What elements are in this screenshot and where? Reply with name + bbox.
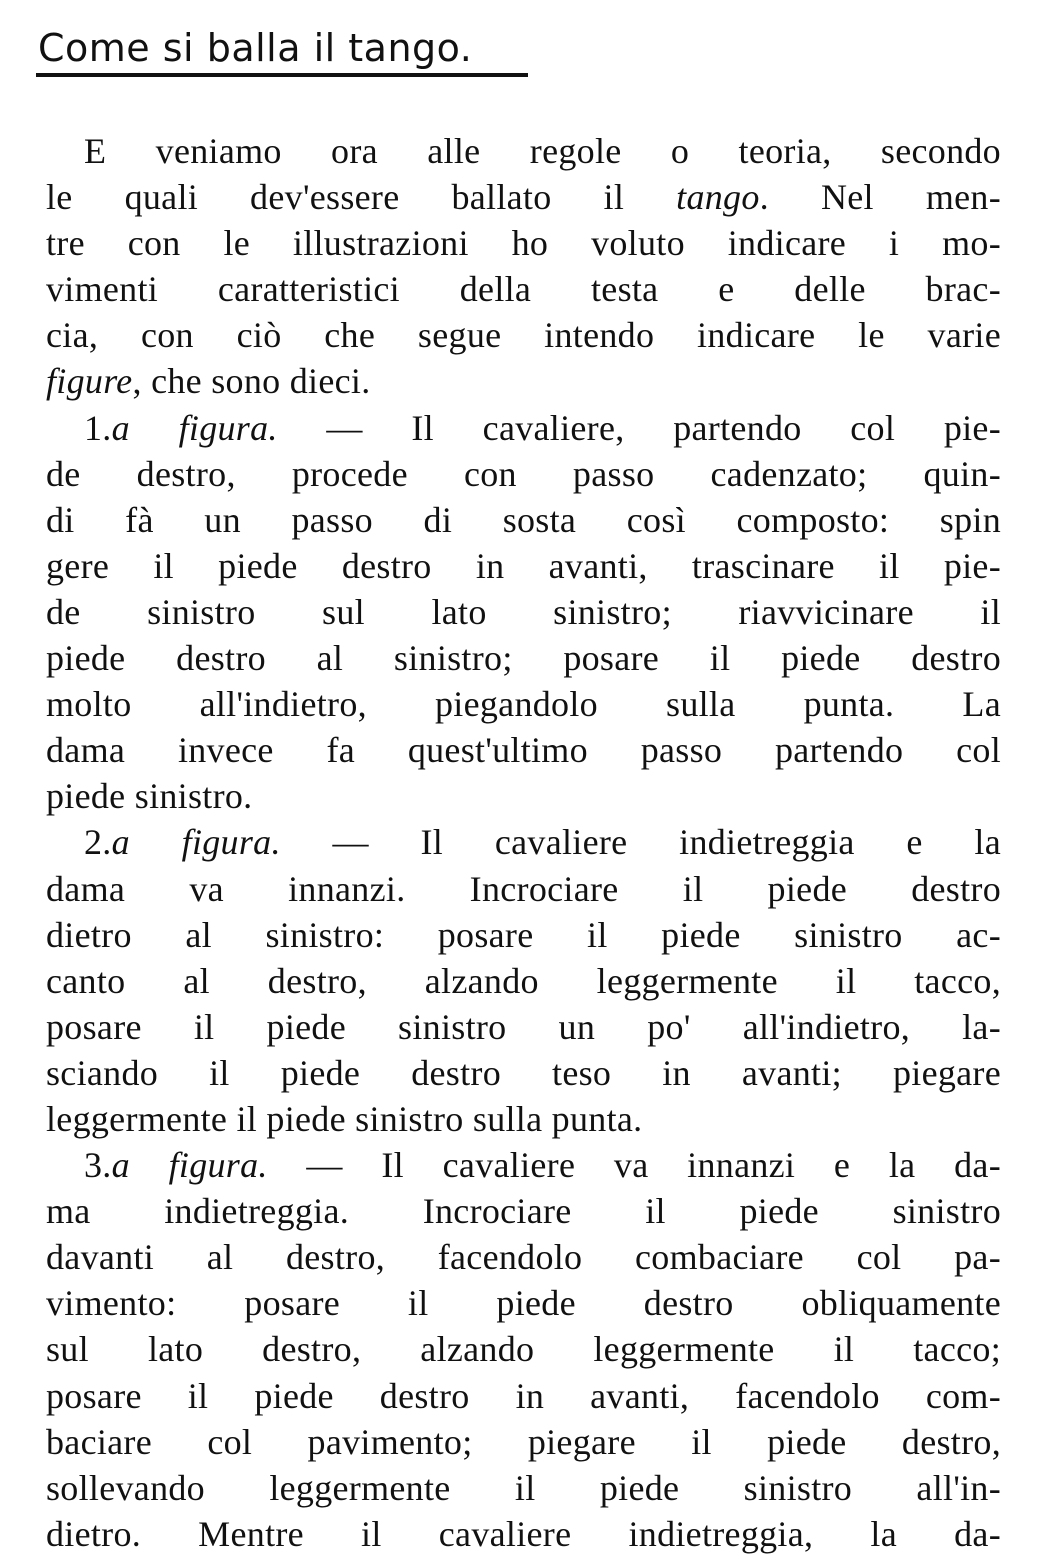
text-line: leggermente il piede sinistro sulla punta. xyxy=(46,1098,643,1139)
text-line: molto all'indietro, piegandolo sulla punta. La xyxy=(46,684,1001,725)
figure-heading-line: 1.a figura. — Il cavaliere, partendo col pie- xyxy=(84,407,1001,448)
page-title: Come si balla il tango. xyxy=(38,26,473,70)
text-line: ma indietreggia. Incrociare il piede sinistro xyxy=(46,1191,1001,1232)
text-line: dama va innanzi. Incrociare il piede destro xyxy=(46,868,1001,909)
figure-label: a figura. xyxy=(111,407,278,448)
italic-term: tango xyxy=(676,177,760,218)
text-line: piede destro al sinistro; posare il piede destro xyxy=(46,638,1001,679)
figure-heading-line: 2.a figura. — Il cavaliere indietreggia e la xyxy=(84,822,1002,863)
text-line: tre con le illustrazioni ho voluto indicare i mo- xyxy=(46,223,1001,264)
figure-label: a figura. xyxy=(111,1145,268,1186)
text-line: dama invece fa quest'ultimo passo partendo col xyxy=(46,730,1001,771)
text-line: dietro al sinistro: posare il piede sinistro ac- xyxy=(46,914,1001,955)
text-line: baciare col pavimento; piegare il piede destro, xyxy=(46,1421,1001,1462)
text-line: davanti al destro, facendolo combaciare col pa- xyxy=(46,1237,1001,1278)
title-underline xyxy=(36,73,528,77)
text-line: dietro. Mentre il cavaliere indietreggia, la da- xyxy=(46,1513,1001,1554)
text-line: posare il piede sinistro un po' all'indietro, la- xyxy=(46,1006,1001,1047)
text-line: cia, con ciò che segue intendo indicare le varie xyxy=(46,315,1001,356)
text-line: piede sinistro. xyxy=(46,776,253,817)
figure-label: a figura. xyxy=(111,822,281,863)
text-line: sciando il piede destro teso in avanti; piegare xyxy=(46,1052,1001,1093)
text-line: de sinistro sul lato sinistro; riavvicinare il xyxy=(46,591,1001,632)
italic-term: figure xyxy=(46,361,133,402)
text-line: de destro, procede con passo cadenzato; quin- xyxy=(46,453,1001,494)
text-line: sollevando leggermente il piede sinistro all'in- xyxy=(46,1467,1001,1508)
text-line: canto al destro, alzando leggermente il tacco, xyxy=(46,960,1001,1001)
text-line: vimento: posare il piede destro obliquamente xyxy=(46,1283,1001,1324)
text-line: gere il piede destro in avanti, trascinare il pie- xyxy=(46,545,1001,586)
text-line: posare il piede destro in avanti, facendolo com- xyxy=(46,1375,1001,1416)
text-line: le quali dev'essere ballato il tango. Nel men- xyxy=(46,177,1002,218)
text-line: E veniamo ora alle regole o teoria, secondo xyxy=(84,131,1001,171)
text-line: figure, che sono dieci. xyxy=(46,361,371,402)
figure-heading-line: 3.a figura. — Il cavaliere va innanzi e la da- xyxy=(84,1145,1002,1186)
body-text xyxy=(46,128,1001,1557)
text-line: sul lato destro, alzando leggermente il tacco; xyxy=(46,1329,1001,1370)
text-line: di fà un passo di sosta così composto: spin xyxy=(46,499,1001,540)
text-line: vimenti caratteristici della testa e delle brac- xyxy=(46,269,1001,310)
